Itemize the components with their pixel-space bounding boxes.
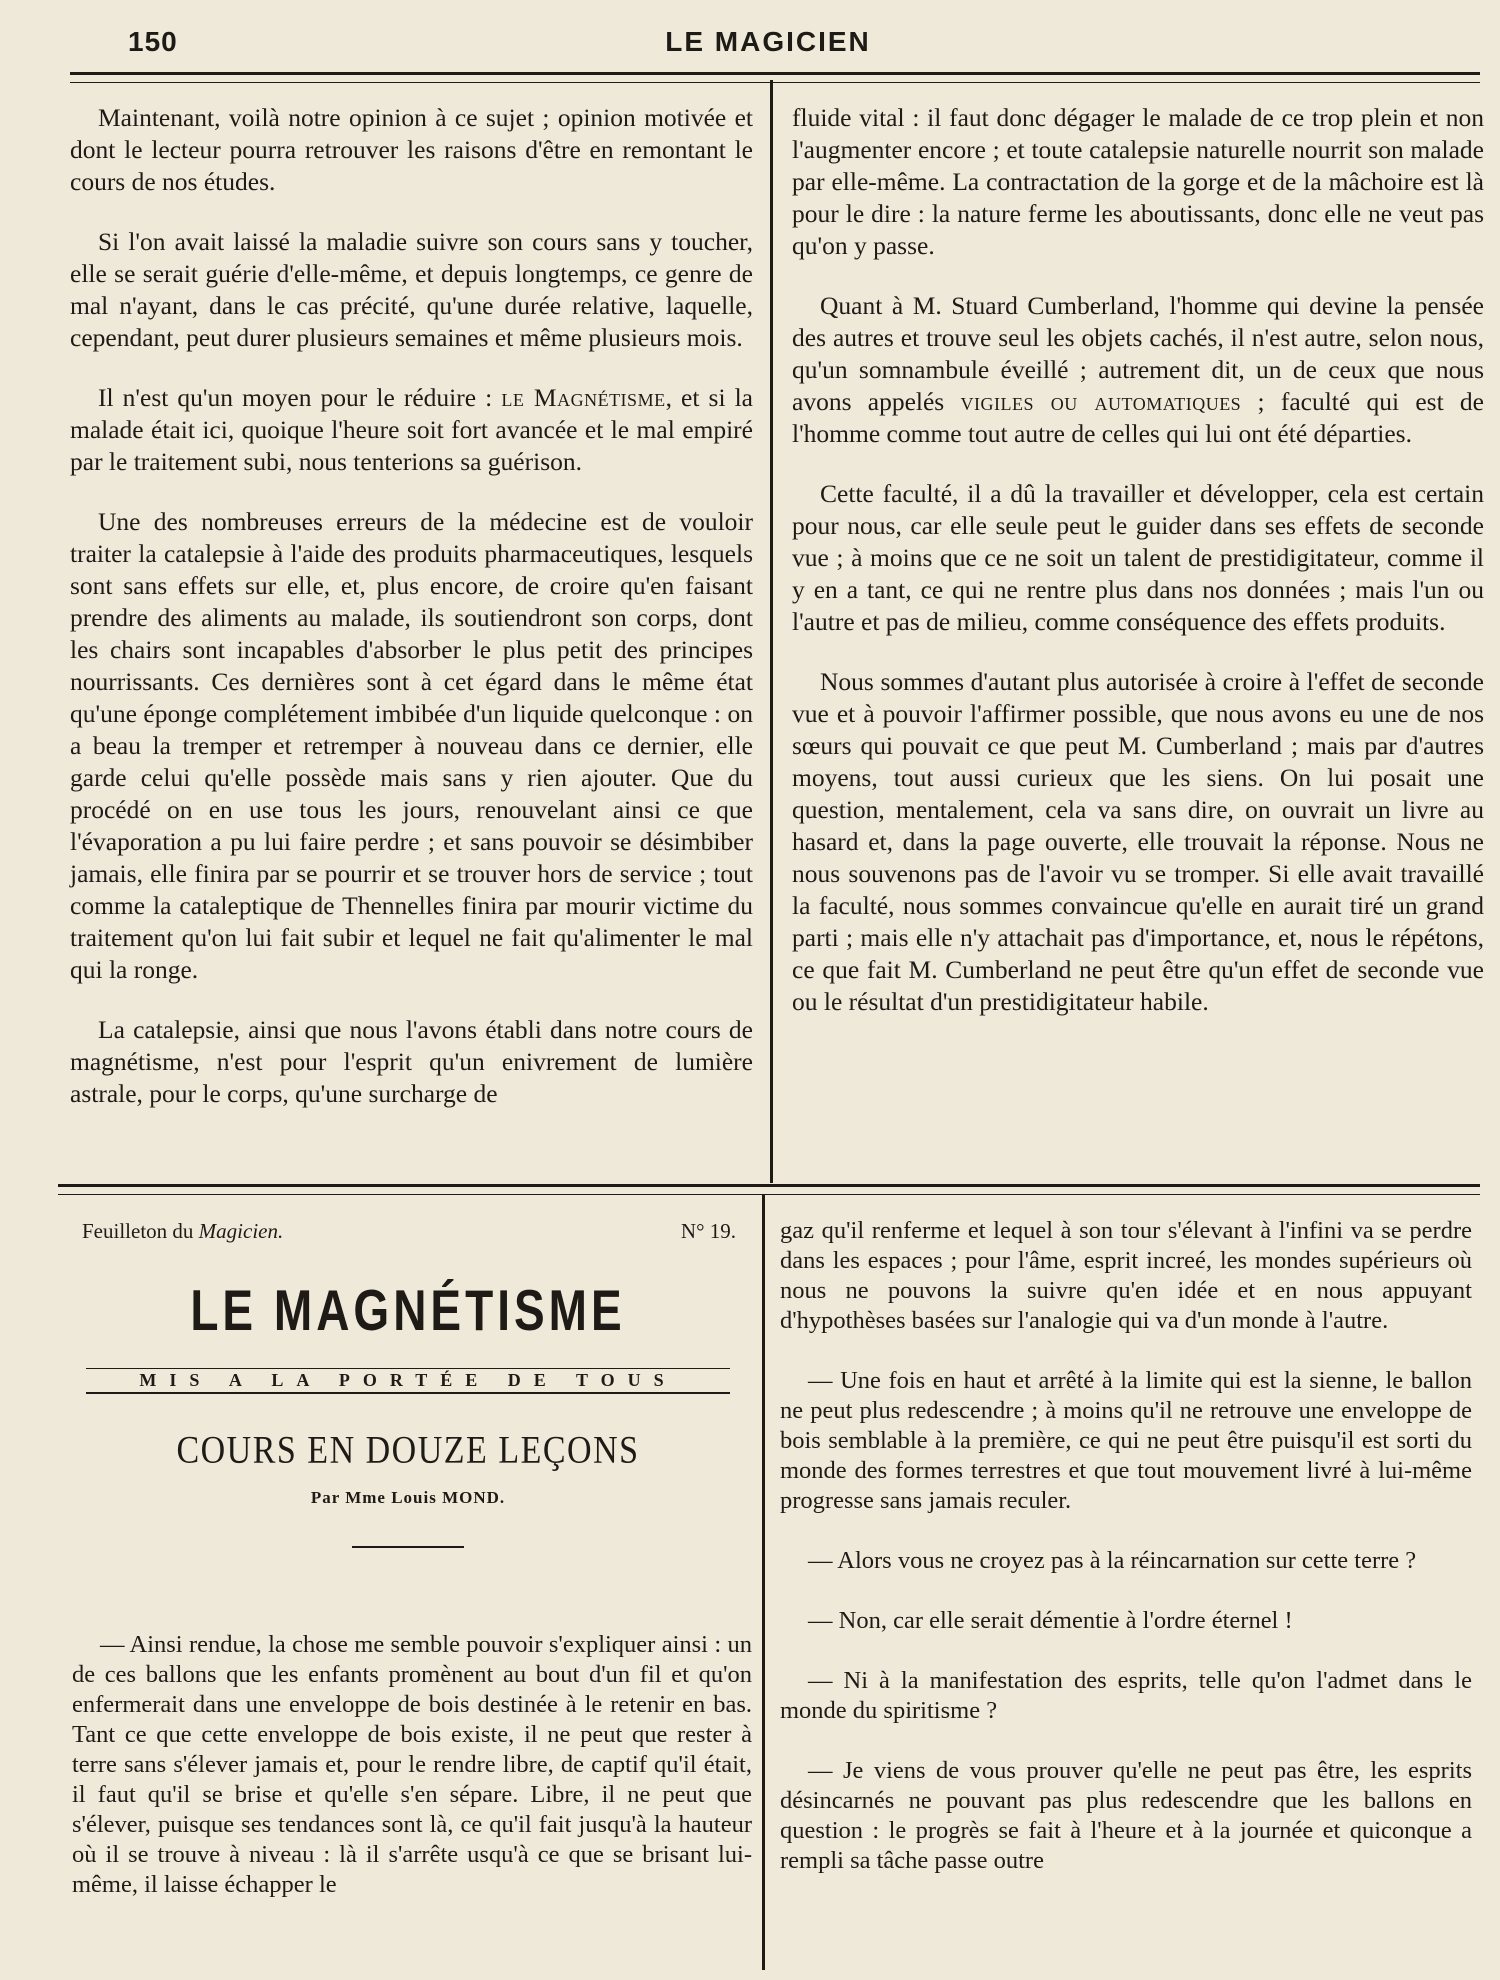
column-divider-top <box>770 80 773 1183</box>
author-line: Par Mme Louis MOND. <box>310 1488 506 1507</box>
feuilleton-source: Magicien. <box>198 1219 284 1243</box>
column-divider-bottom <box>762 1194 765 1970</box>
feuilleton-paragraph: — Ainsi rendue, la chose me semble pouvoir s'expliquer ainsi : un de ces ballons que les enfants promènent au bout d'un fil et qu'on enfermerait dans une enveloppe de bois destinée à le retenir en bas. Tant ce que cette enveloppe de bois existe, il ne peut que rester à terre sans s'élever jamais et, pour le rendre libre, de captif qu'il était, il faut qu'il se brise et qu'elle s'en sépare. Libre, il ne peut que s'élever, puisque ses tendances sont là, ce qu'il fait jusqu'à la hauteur où il se trouve à niveau : là il s'arrête usqu'à ce que se brisant lui-même, il laisse échapper le <box>72 1631 752 1898</box>
smallcaps-term: vigiles ou automatiques <box>960 387 1242 416</box>
series-subtitle: MIS A LA PORTÉE DE TOUS <box>86 1368 730 1394</box>
feuilleton-paragraph: — Alors vous ne croyez pas à la réincarnation sur cette terre ? <box>808 1547 1417 1574</box>
article-paragraph <box>792 290 1484 450</box>
feuilleton-paragraph: — Une fois en haut et arrêté à la limite qui est la sienne, le ballon ne peut plus redescendre ; à moins qu'il ne retrouve une enveloppe de bois semblable à la première, ce qui ne peut être puisqu'il est sorti du monde des formes terrestres et que tout mouvement livré à lui-même progresse sans jamais reculer. <box>780 1367 1472 1514</box>
article-right-column <box>792 102 1484 1046</box>
section-rule <box>58 1184 1480 1195</box>
smallcaps-term: le Magnétisme <box>501 383 666 412</box>
article-paragraph: Si l'on avait laissé la maladie suivre son cours sans y toucher, elle se serait guérie d'elle-même, et depuis longtemps, ce genre de mal n'ayant, dans le cas précité, qu'une durée relative, laquelle, cependant, peut durer plusieurs semaines et même plusieurs mois. <box>70 227 753 352</box>
feuilleton-label <box>82 1218 283 1244</box>
header-rule <box>70 72 1480 83</box>
paragraph-text: Il n'est qu'un moyen pour le réduire : <box>98 383 502 412</box>
feuilleton-heading <box>72 1218 744 1548</box>
article-paragraph: fluide vital : il faut donc dégager le malade de ce trop plein et non l'augmenter encore ; et toute catalepsie naturelle nourrit son malade par elle-même. La contractation de la gorge et de la mâchoire est là pour le dire : la nature ferme les aboutissants, donc elle ne veut pas qu'on y passe. <box>792 103 1484 260</box>
paragraph-text: ; faculté qui est de l'homme comme tout autre de celles qui lui ont été départies. <box>792 387 1484 448</box>
series-title: LE MAGNÉTISME <box>190 1277 626 1343</box>
feuilleton-right-column <box>780 1216 1472 1906</box>
course-title: COURS EN DOUZE LEÇONS <box>176 1429 640 1472</box>
feuilleton-paragraph: — Je viens de vous prouver qu'elle ne peut pas être, les esprits désincarnés ne pouvant pas plus redescendre que les ballons en question : le progrès se fait à l'heure et à la journée et quiconque a rempli sa tâche passe outre <box>780 1757 1472 1874</box>
page-header <box>58 22 1478 62</box>
feuilleton-paragraph: — Ni à la manifestation des esprits, telle qu'on l'admet dans le monde du spiritisme ? <box>780 1667 1472 1724</box>
feuilleton-paragraph: gaz qu'il renferme et lequel à son tour s'élevant à l'infini va se perdre dans les espaces ; pour l'âme, esprit increé, les mondes supérieurs où nous ne pouvons la suivre qu'en idée et en nous appuyant d'hypothèses basées sur l'analogie qui va d'un monde à l'autre. <box>780 1217 1472 1334</box>
journal-title: LE MAGICIEN <box>665 26 871 57</box>
article-paragraph <box>70 382 753 478</box>
article-paragraph: Maintenant, voilà notre opinion à ce sujet ; opinion motivée et dont le lecteur pourra retrouver les raisons d'être en remontant le cours de nos études. <box>70 103 753 196</box>
article-paragraph: La catalepsie, ainsi que nous l'avons établi dans notre cours de magnétisme, n'est pour l'esprit qu'un enivrement de lumière astrale, pour le corps, qu'une surcharge de <box>70 1015 753 1108</box>
article-paragraph: Une des nombreuses erreurs de la médecine est de vouloir traiter la catalepsie à l'aide des produits pharmaceutiques, lesquels sont sans effets sur elle, et, plus encore, de croire qu'en faisant prendre des aliments au malade, ils soutiendront son corps, dont les chairs sont incapables d'absorber le plus petit des principes nourrissants. Ces dernières sont à cet égard dans le même état qu'une éponge complétement imbibée d'un liquide quelconque : on a beau la tremper et retremper à nouveau dans ce dernier, elle garde celui qu'elle possède mais sans y rien ajouter. Que du procédé on en use tous les jours, renouvelant ainsi ce que l'évaporation a pu lui faire perdre ; et sans pouvoir se désimbiber jamais, elle finira par se pourrir et se trouver hors de service ; tout comme la cataleptique de Thennelles finira par mourir victime du traitement qu'on lui fait subir et lequel ne fait qu'alimenter le mal qui la ronge. <box>70 507 753 984</box>
paragraph-text: Quant à M. Stuard Cumberland, l'homme qui devine la pensée des autres et trouve seul les objets cachés, il n'est autre, selon nous, qu'un somnambule éveillé ; autrement dit, un de ceux que nous avons appelés <box>792 291 1484 416</box>
feuilleton-label-text: Feuilleton du <box>82 1219 194 1243</box>
feuilleton-left-column <box>72 1630 752 1900</box>
article-left-column <box>70 102 753 1138</box>
page-number: 150 <box>128 26 178 57</box>
feuilleton-meta <box>72 1218 744 1244</box>
feuilleton-paragraph: — Non, car elle serait démentie à l'ordre éternel ! <box>808 1607 1293 1634</box>
feuilleton-number: N° 19. <box>680 1219 736 1243</box>
article-paragraph: Nous sommes d'autant plus autorisée à croire à l'effet de seconde vue et à pouvoir l'affirmer possible, que nous avons eu une de nos sœurs qui pouvait ce que peut M. Cumberland ; mais par d'autres moyens, tout aussi curieux que les siens. On lui posait une question, mentalement, cela va sans dire, on ouvrait un livre au hasard et, dans la page ouverte, elle trouvait la réponse. Nous ne nous souvenons pas de l'avoir vu se tromper. Si elle avait travaillé la faculté, nous sommes convaincue qu'elle en aurait tiré un grand parti ; mais elle n'y attachait pas d'importance, et, nous le répétons, ce que fait M. Cumberland ne peut être qu'un effet de seconde vue ou le résultat d'un prestidigitateur habile. <box>792 667 1484 1016</box>
article-paragraph: Cette faculté, il a dû la travailler et développer, cela est certain pour nous, car elle seule peut le guider dans ses effets de seconde vue ; à moins que ce ne soit un talent de prestidigitateur, comme il y en a tant, ce qui ne rentre plus dans nos données ; mais l'un ou l'autre et pas de milieu, comme conséquence des effets produits. <box>792 479 1484 636</box>
paragraph-text: , et si la malade était ici, quoique l'heure soit fort avancée et le mal empiré par le traitement subi, nous tenterions sa guérison. <box>70 383 754 476</box>
short-divider <box>352 1546 464 1548</box>
